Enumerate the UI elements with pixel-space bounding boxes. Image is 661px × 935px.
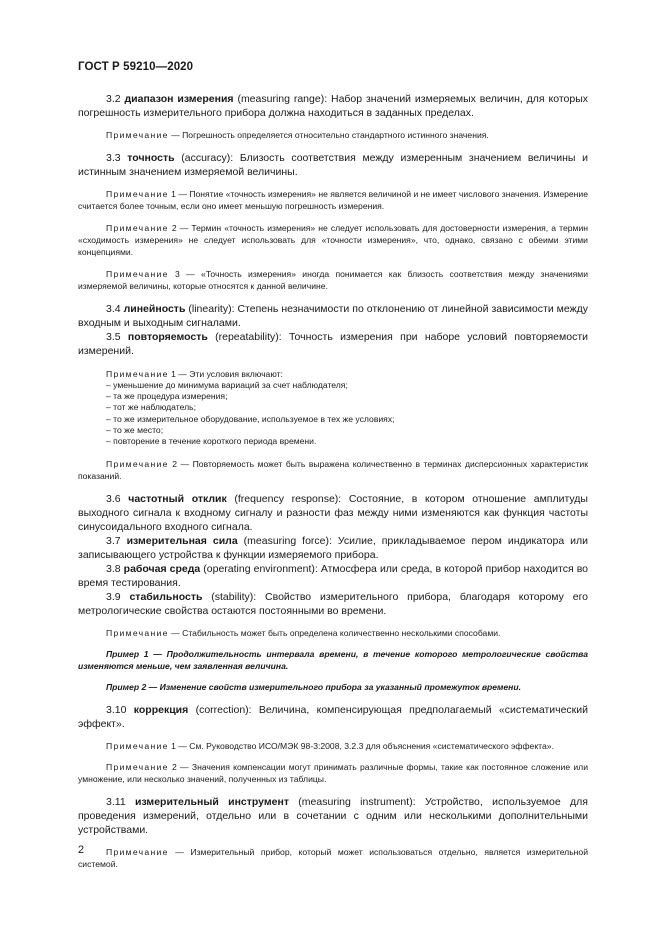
list-item: – уменьшение до минимума вариаций за счет наблюдателя;: [106, 380, 348, 390]
term: коррекция: [133, 704, 189, 717]
term: частотный отклик: [128, 493, 227, 506]
term: повторяемость: [127, 331, 208, 343]
term: диапазон измерения: [124, 93, 234, 105]
clause-3-3: 3.3 точность (accuracy): Близость соответствия между измеренным значением величины и истинным значением измеряемой величины.: [78, 152, 588, 178]
list-item: – то же место;: [106, 424, 164, 435]
list-item: – тот же наблюдатель;: [106, 402, 196, 413]
clause-3-2: 3.2 диапазон измерения (measuring range): Набор значений измеряемых величин, для которых погрешность измерительного прибора должна находиться в заданных пределах.: [78, 93, 588, 119]
clause-3-4: 3.4 линейность (linearity): Степень незначимости по отклонению от линейной зависимости между входным и выходным сигналами.: [78, 303, 588, 329]
clause-3-7: 3.7 измерительная сила (measuring force): Усилие, прикладываемое пером индикатора или записывающего устройства к функции измеряемого прибора.: [78, 535, 589, 562]
note: Примечание 2 — Значения компенсации могут принимать различные формы, такие как постоянное сложение или умножение, или несколько значений, полученных из таблицы.: [78, 762, 588, 785]
note: Примечание 2 — Повторяемость может быть выражена количественно в терминах дисперсионных характеристик показаний.: [78, 459, 588, 482]
list-item: – повторение в течение короткого периода времени.: [106, 436, 317, 447]
note: Примечание 2 — Термин «точность измерения» не следует использовать для достоверности измерения, а термин «сходимость измерения» не следует использовать для «точности измерения», что, однако, связано с обеими этими концепциями.: [78, 223, 588, 257]
note: Примечание — Погрешность определяется относительно стандартного истинного значения.: [106, 130, 489, 140]
note: Примечание 1 — Понятие «точность измерения» не является величиной и не имеет числового значения. Измерение считается более точным, если оно имеет меньшую погрешность измерения.: [78, 189, 588, 211]
clause-3-6: 3.6 частотный отклик (frequency response): Состояние, в котором отношение амплитуды выходного сигнала к входному сигналу и разности фаз между ними изменяются как функция частоты синусоидального входного сигнала.: [78, 493, 588, 534]
clause-3-11: 3.11 измерительный инструмент (measuring instrument): Устройство, используемое для проведения измерений, отдельно или в сочетании с одним или несколькими дополнительными устройствами.: [78, 796, 588, 837]
note: Примечание — Стабильность может быть определена количественно несколькими способами.: [106, 628, 501, 639]
example-2: Пример 2 — Изменение свойств измерительного прибора за указанный промежуток времени.: [106, 682, 522, 693]
document-header: ГОСТ Р 59210—2020: [78, 61, 194, 73]
page-number: 2: [78, 844, 85, 856]
document-body: [78, 92, 588, 870]
list-item: – то же измерительное оборудование, используемое в тех же условиях;: [106, 413, 395, 424]
example-1: Пример 1 — Продолжительность интервала времени, в течение которого метрологические свойства изменяются меньше, чем заявленная величина.: [78, 649, 588, 672]
term: рабочая среда: [123, 563, 201, 576]
clause-3-9: 3.9 стабильность (stability): Свойство измерительного прибора, благодаря которому его метрологические свойства остаются постоянными во времени.: [78, 591, 589, 618]
term: измерительный инструмент: [135, 796, 289, 809]
term: стабильность: [129, 591, 203, 604]
term: линейность: [123, 303, 186, 315]
note: Примечание 3 — «Точность измерения» иногда понимается как близость соответствия между значениями измеряемой величины, которые относятся к данной величине.: [78, 269, 588, 291]
conditions-list: [78, 380, 588, 447]
clause-3-5: 3.5 повторяемость (repeatability): Точность измерения при наборе условий повторяемости измерений.: [78, 331, 588, 357]
term: точность: [127, 152, 175, 164]
clause-3-10: 3.10 коррекция (correction): Величина, компенсирующая предполагаемый «систематический эффект».: [78, 704, 589, 731]
note: Примечание 1 — См. Руководство ИСО/МЭК 98-3:2008, 3.2.3 для объяснения «систематического эффекта».: [106, 741, 554, 752]
list-item: – та же процедура измерения;: [106, 391, 228, 402]
term: измерительная сила: [126, 535, 238, 548]
note: Примечание 1 — Эти условия включают:: [106, 369, 283, 379]
note: Примечание — Измерительный прибор, который может использоваться отдельно, является измерительной системой.: [78, 847, 588, 870]
clause-3-8: 3.8 рабочая среда (operating environment): Атмосфера или среда, в которой прибор находится во время тестирования.: [78, 563, 588, 590]
